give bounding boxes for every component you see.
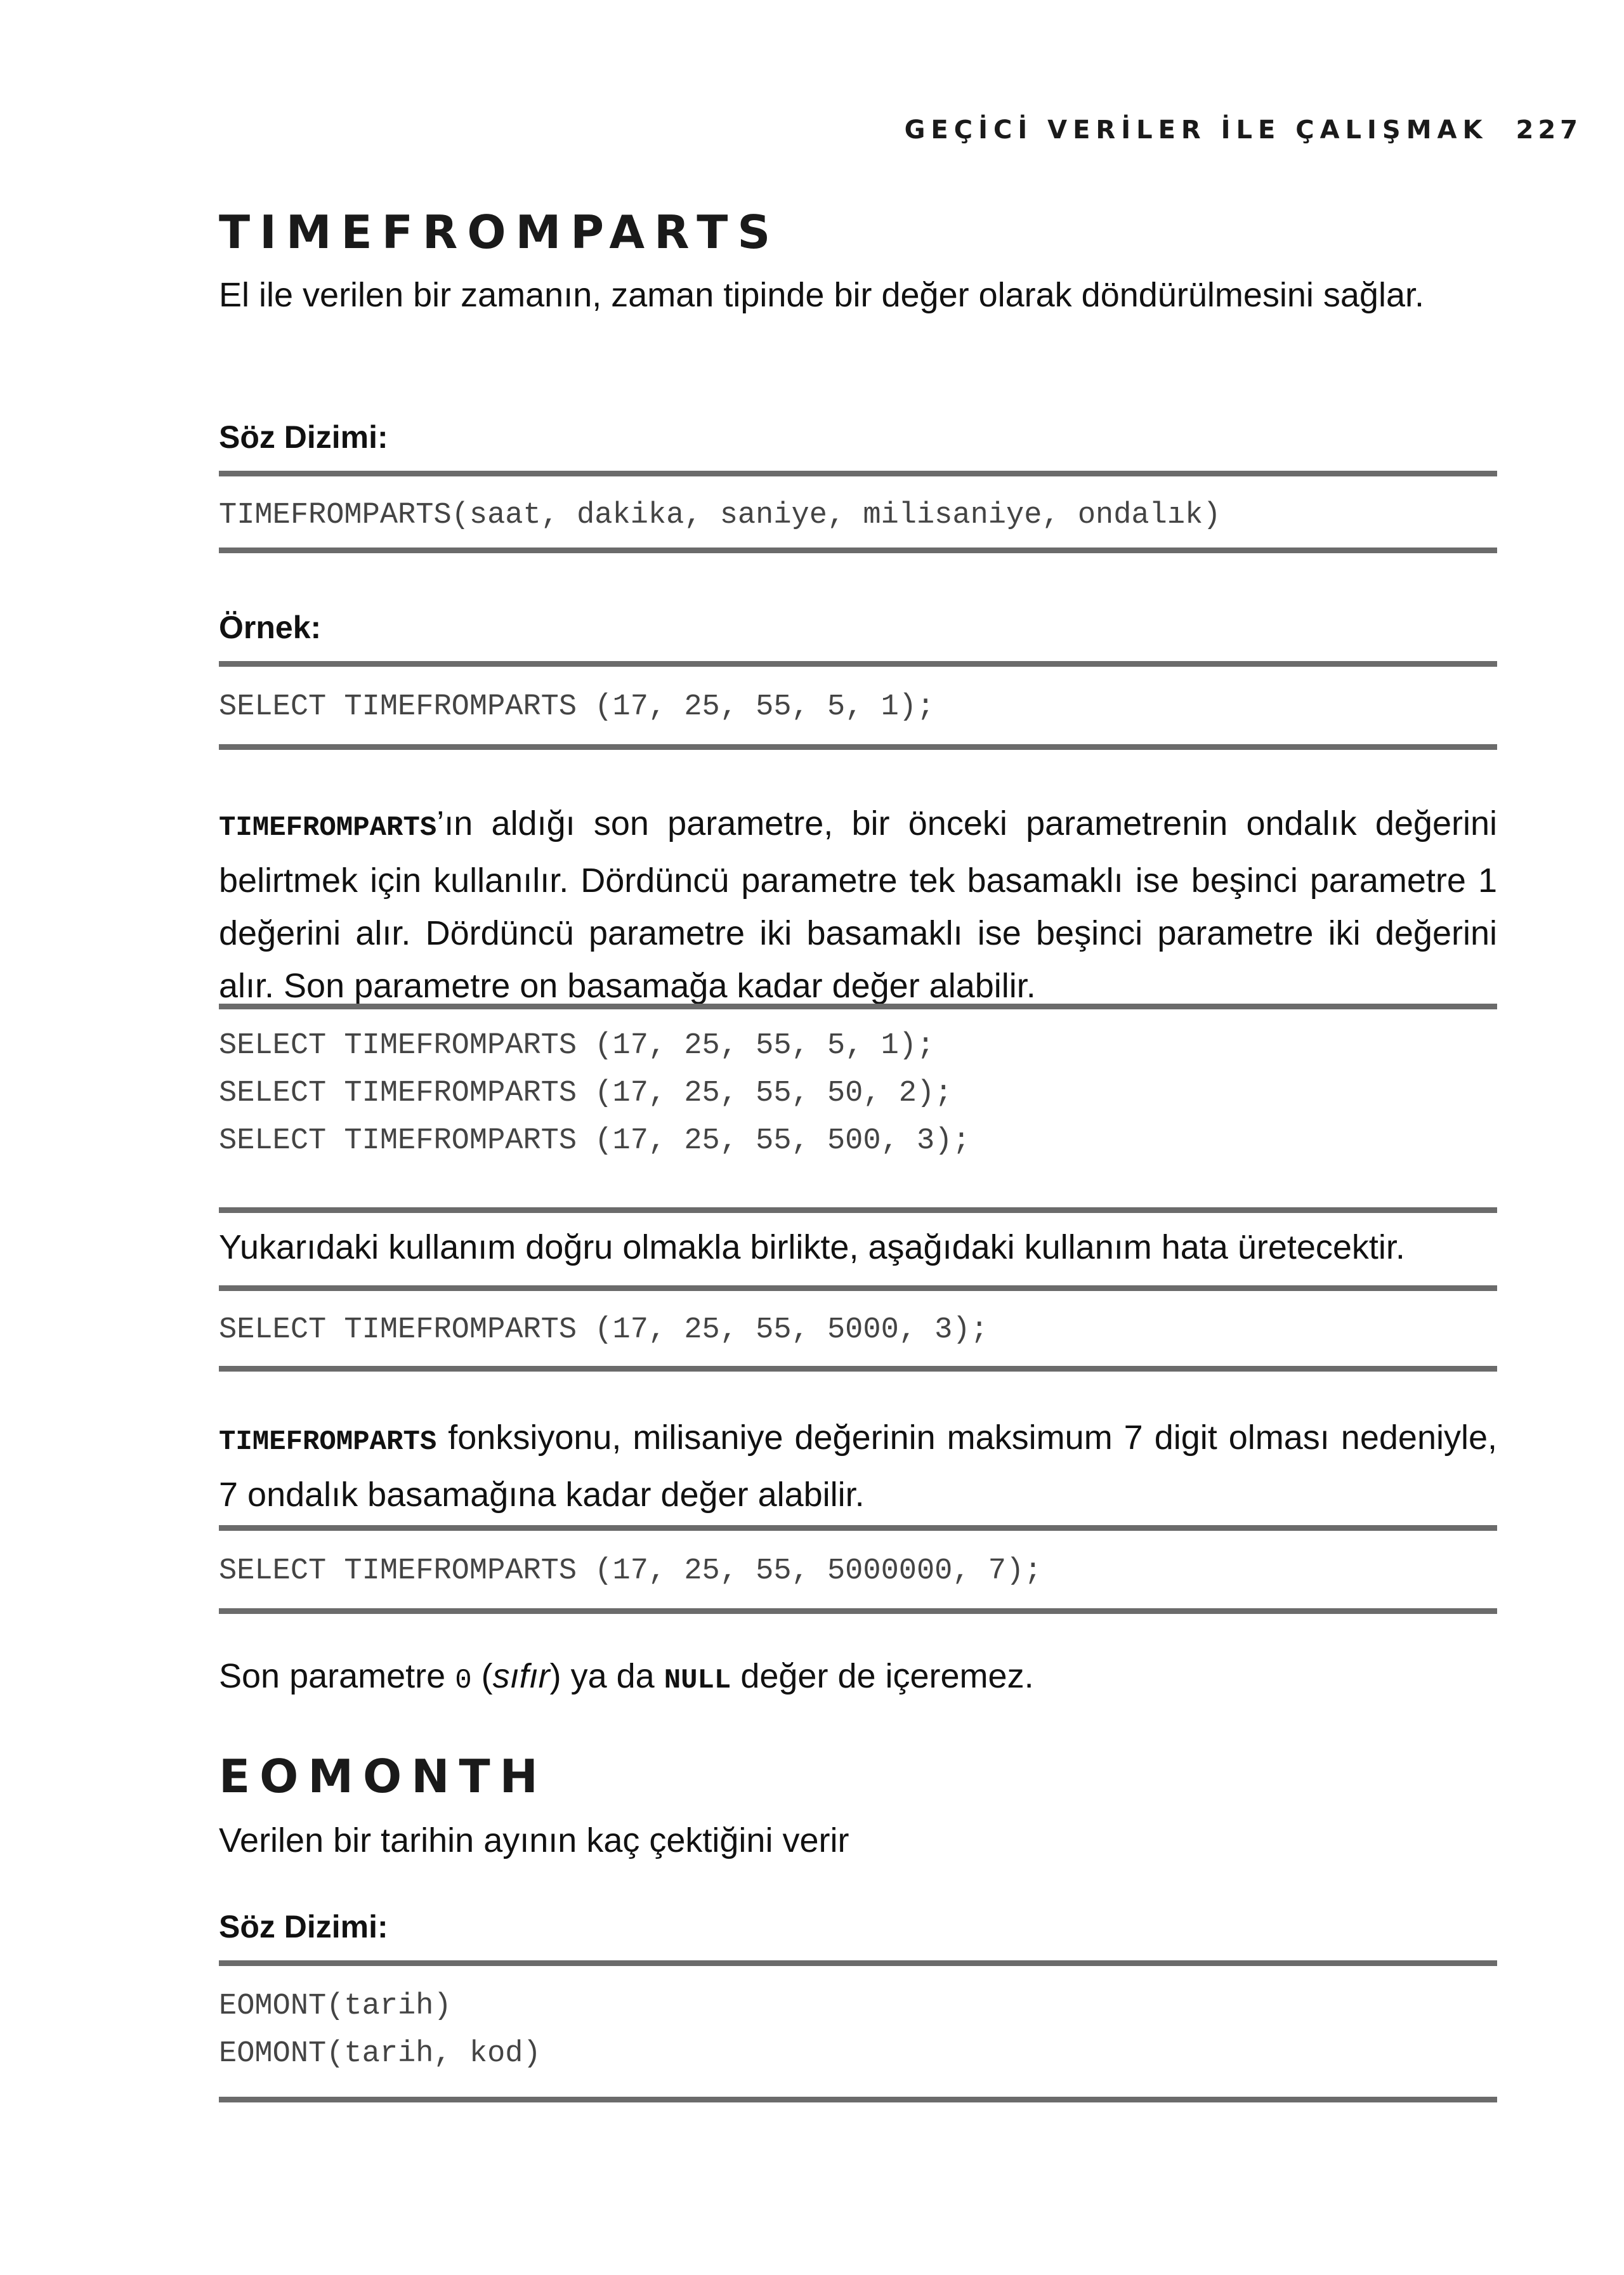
precision-explanation (219, 1412, 1497, 1521)
inline-keyword-null: NULL (664, 1665, 731, 1696)
code-line: SELECT TIMEFROMPARTS (17, 25, 55, 500, 3); (219, 1124, 971, 1158)
error-note: Yukarıdaki kullanım doğru olmakla birlikte, aşağıdaki kullanım hata üretecektir. (219, 1228, 1405, 1266)
running-head (761, 115, 1582, 145)
code-line: TIMEFROMPARTS(saat, dakika, saniye, milisaniye, ondalık) (219, 499, 1221, 532)
page-number: 227 (1516, 115, 1582, 145)
code-line: SELECT TIMEFROMPARTS (17, 25, 55, 5000000, 7); (219, 1554, 1042, 1588)
section-heading-timefromparts: TIMEFROMPARTS (219, 206, 780, 259)
example-code-block (219, 661, 1497, 750)
example-label: Örnek: (219, 610, 322, 645)
timefromparts-description: El ile verilen bir zamanın, zaman tipinde bir değer olarak döndürülmesini sağlar. (219, 276, 1424, 314)
text-part: değer de içeremez. (731, 1657, 1034, 1695)
italic-word: sıfır (492, 1657, 550, 1695)
precision-code-block (219, 1525, 1497, 1614)
eomonth-syntax-code-block (219, 1960, 1497, 2102)
code-line: EOMONT(tarih, kod) (219, 2037, 541, 2071)
parameter-explanation (219, 797, 1497, 1013)
code-line: SELECT TIMEFROMPARTS (17, 25, 55, 5000, 3); (219, 1313, 988, 1347)
text-part: Son parametre (219, 1657, 455, 1695)
text-part: ( (471, 1657, 493, 1695)
section-heading-eomonth: EOMONTH (219, 1750, 547, 1803)
paragraph-text: fonksiyonu, milisaniye değerinin maksimum 7 digit olması nedeniyle, 7 ondalık basamağına kadar değer alabilir. (219, 1419, 1497, 1514)
inline-keyword: TIMEFROMPARTS (219, 812, 437, 844)
chapter-title: GEÇİCİ VERİLER İLE ÇALIŞMAK (904, 115, 1488, 145)
paragraph-text: ’ın aldığı son parametre, bir önceki parametrenin ondalık değerini belirtmek için kullanılır. Dördüncü parametre tek basamaklı ise beşinci parametre 1 değerini alır. Dördüncü parametre iki basamaklı ise beşinci parametre iki değerini alır. Son parametre on basamağa kadar değer alabilir. (219, 804, 1497, 1005)
syntax-code-block (219, 471, 1497, 553)
code-line: SELECT TIMEFROMPARTS (17, 25, 55, 5, 1); (219, 690, 935, 724)
code-line: SELECT TIMEFROMPARTS (17, 25, 55, 5, 1); (219, 1029, 935, 1063)
eomonth-description: Verilen bir tarihin ayının kaç çektiğini verir (219, 1821, 849, 1859)
inline-code-zero: 0 (455, 1665, 472, 1696)
inline-keyword: TIMEFROMPARTS (219, 1426, 437, 1458)
error-code-block (219, 1285, 1497, 1372)
code-line: SELECT TIMEFROMPARTS (17, 25, 55, 50, 2); (219, 1077, 953, 1110)
syntax-label: Söz Dizimi: (219, 419, 388, 455)
text-part: ) ya da (549, 1657, 664, 1695)
examples-code-block (219, 1004, 1497, 1213)
syntax-label: Söz Dizimi: (219, 1909, 388, 1944)
null-note (219, 1650, 1497, 1707)
code-line: EOMONT(tarih) (219, 1990, 452, 2023)
